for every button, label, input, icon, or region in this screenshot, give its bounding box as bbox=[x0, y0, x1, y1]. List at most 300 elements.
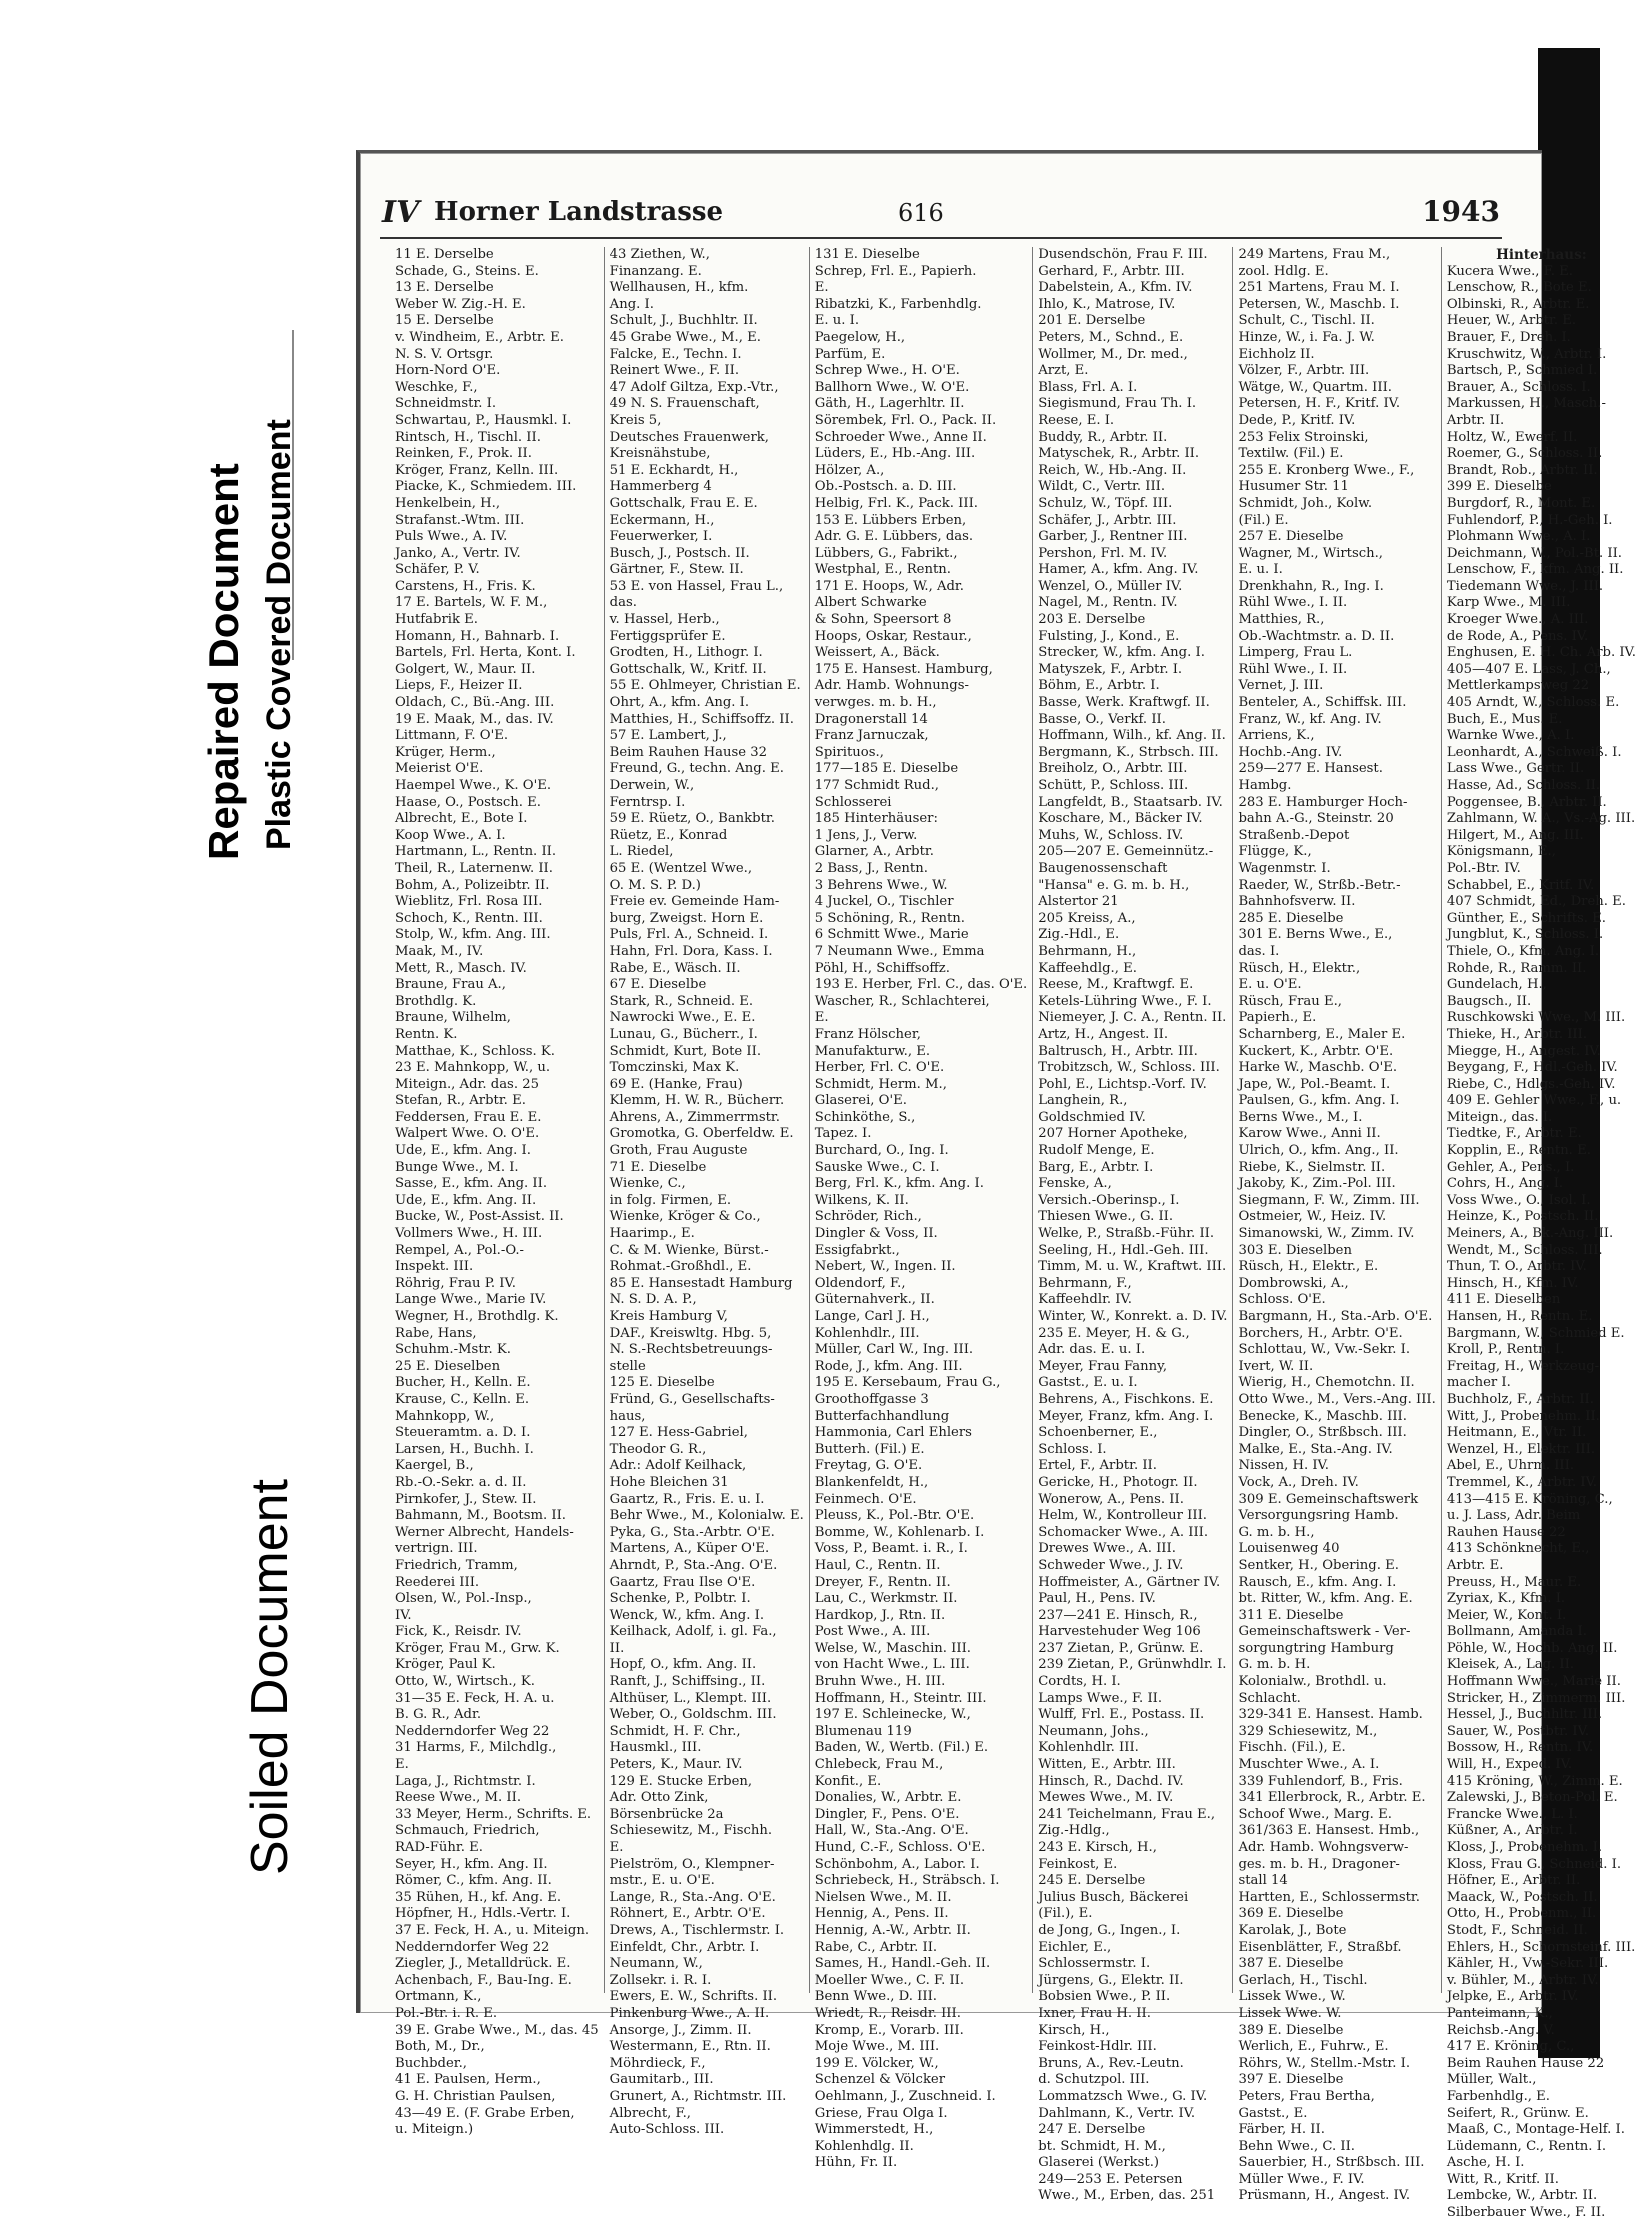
directory-entry: Bollmann, Amanda I. bbox=[1446, 1624, 1587, 1640]
directory-entry: Gaumitarb., III. bbox=[609, 2072, 714, 2088]
directory-entry: Ostmeier, W., Heiz. IV. bbox=[1238, 1209, 1387, 1225]
directory-entry: Fick, K., Reisdr. IV. bbox=[395, 1624, 522, 1640]
directory-entry: 17 E. Bartels, W. F. M., bbox=[395, 595, 548, 611]
directory-entry: Schenzel & Völcker bbox=[814, 2072, 946, 2088]
directory-entry: Berns Wwe., M., I. bbox=[1238, 1109, 1363, 1125]
directory-entry: Matyszek, F., Arbtr. I. bbox=[1038, 661, 1183, 677]
directory-entry: Farbenhdlg., E. bbox=[1446, 2088, 1550, 2104]
directory-entry: 417 E. Kröning, C., bbox=[1446, 2039, 1575, 2055]
directory-entry: 129 E. Stucke Erben, bbox=[609, 1773, 753, 1789]
directory-entry: Seyer, H., kfm. Ang. II. bbox=[395, 1856, 548, 1872]
directory-entry: Papierh., E. bbox=[1238, 1010, 1317, 1026]
directory-entry: Groth, Frau Auguste bbox=[609, 1143, 748, 1159]
directory-entry: 203 E. Derselbe bbox=[1038, 612, 1146, 628]
directory-entry: Fulsting, J., Kond., E. bbox=[1038, 628, 1180, 644]
directory-entry: 13 E. Derselbe bbox=[395, 280, 494, 296]
directory-entry: Lembcke, W., Arbtr. II. bbox=[1446, 2188, 1598, 2204]
directory-entry: Herber, Frl. C. O'E. bbox=[814, 1060, 945, 1076]
directory-entry: Deutsches Frauenwerk, bbox=[609, 429, 769, 445]
directory-entry: Thiesen Wwe., G. II. bbox=[1038, 1209, 1174, 1225]
directory-entry: Mewes Wwe., M. IV. bbox=[1038, 1790, 1174, 1806]
directory-entry: DAF., Kreiswltg. Hbg. 5, bbox=[609, 1325, 772, 1341]
directory-entry: Trobitzsch, W., Schloss. III. bbox=[1038, 1060, 1220, 1076]
directory-entry: Bucke, W., Post-Assist. II. bbox=[395, 1209, 564, 1225]
directory-entry: Konfit., E. bbox=[814, 1773, 882, 1789]
directory-entry: Parfüm, E. bbox=[814, 346, 886, 362]
directory-entry: Freie ev. Gemeinde Ham- bbox=[609, 894, 780, 910]
directory-entry: Schmauch, Friedrich, bbox=[395, 1823, 540, 1839]
directory-entry: 125 E. Dieselbe bbox=[609, 1375, 715, 1391]
directory-entry: Petersen, H. F., Kritf. IV. bbox=[1238, 396, 1401, 412]
directory-entry: haus, bbox=[609, 1408, 646, 1424]
directory-entry: Behrmann, H., bbox=[1038, 943, 1137, 959]
directory-columns bbox=[390, 247, 1636, 2221]
directory-entry: Hammerberg 4 bbox=[609, 479, 712, 495]
directory-entry: 41 E. Paulsen, Herm., bbox=[395, 2072, 541, 2088]
directory-entry: 33 Meyer, Herm., Schrifts. E. bbox=[395, 1806, 592, 1822]
directory-entry: 4 Juckel, O., Tischler bbox=[814, 894, 954, 910]
directory-entry: Pöhl, H., Schiffsoffz. bbox=[814, 960, 950, 976]
directory-entry: Schult, J., Buchhltr. II. bbox=[609, 313, 758, 329]
soiled-document-label: Soiled Document bbox=[241, 1479, 299, 1875]
directory-entry: 309 E. Gemeinschaftswerk bbox=[1238, 1491, 1419, 1507]
directory-entry: Brauer, A., Schloss. I. bbox=[1446, 379, 1591, 395]
directory-entry: Beim Rauhen Hause 32 bbox=[609, 744, 768, 760]
directory-entry: Hinze, W., i. Fa. J. W. bbox=[1238, 329, 1375, 345]
directory-entry: Bomme, W., Kohlenarb. I. bbox=[814, 1524, 985, 1540]
directory-entry: Krause, C., Kelln. E. bbox=[395, 1391, 530, 1407]
directory-entry: Sentker, H., Obering. E. bbox=[1238, 1557, 1399, 1573]
directory-entry: 329 Schiesewitz, M., bbox=[1238, 1723, 1378, 1739]
directory-entry: Hall, W., Sta.-Ang. O'E. bbox=[814, 1823, 969, 1839]
directory-entry: Gäth, H., Lagerhltr. II. bbox=[814, 396, 965, 412]
directory-entry: Börsenbrücke 2a bbox=[609, 1806, 724, 1822]
directory-entry: Schütt, P., Schloss. III. bbox=[1038, 778, 1189, 793]
directory-entry: Rode, J., kfm. Ang. III. bbox=[814, 1358, 963, 1374]
directory-entry: Nedderndorfer Weg 22 bbox=[395, 1723, 550, 1739]
directory-entry: Ansorge, J., Zimm. II. bbox=[609, 2022, 752, 2038]
directory-entry: Bargmann, W., Schmied E. bbox=[1446, 1325, 1625, 1341]
directory-entry: Rohmat.-Großhdl., E. bbox=[609, 1259, 752, 1275]
directory-entry: Karolak, J., Bote bbox=[1238, 1922, 1347, 1938]
directory-entry: Leonhardt, A., Schweiß. I. bbox=[1446, 744, 1622, 760]
directory-entry: Weissert, A., Bäck. bbox=[814, 645, 940, 661]
directory-entry: Weber, O., Goldschm. III. bbox=[609, 1707, 777, 1723]
directory-entry: Ahrndt, P., Sta.-Ang. O'E. bbox=[609, 1557, 778, 1573]
directory-entry: Feddersen, Frau E. E. bbox=[395, 1109, 542, 1125]
directory-entry: 177—185 E. Dieselbe bbox=[814, 761, 959, 777]
directory-entry: de Jong, G., Ingen., I. bbox=[1038, 1922, 1181, 1938]
directory-entry: 249 Martens, Frau M., bbox=[1238, 247, 1391, 262]
directory-entry: Kroll, P., Rentn. I. bbox=[1446, 1342, 1565, 1358]
directory-entry: Lübbers, G., Fabrikt., bbox=[814, 545, 958, 561]
directory-entry: Karp Wwe., M. III. bbox=[1446, 595, 1571, 611]
directory-entry: Schrep Wwe., H. O'E. bbox=[814, 363, 960, 379]
directory-entry: Wienke, C., bbox=[609, 1176, 686, 1192]
document-condition-labels bbox=[150, 330, 340, 1880]
directory-entry: Fertiggsprüfer E. bbox=[609, 628, 726, 644]
directory-entry: 6 Schmitt Wwe., Marie bbox=[814, 927, 969, 943]
directory-entry: Miegge, H., Angest. IV. bbox=[1446, 1043, 1601, 1059]
directory-entry: Bobsien Wwe., P. II. bbox=[1038, 1989, 1171, 2005]
directory-entry: Ivert, W. II. bbox=[1238, 1358, 1314, 1374]
directory-entry: Behrens, A., Fischkons. E. bbox=[1038, 1391, 1214, 1407]
directory-entry: Heinze, K., Postsch. II. bbox=[1446, 1209, 1599, 1225]
directory-entry: 31 Harms, F., Milchdlg., bbox=[395, 1740, 557, 1756]
directory-entry: Sauer, W., Postbtr. IV. bbox=[1446, 1723, 1590, 1739]
directory-entry: Röhrs, W., Stellm.-Mstr. I. bbox=[1238, 2055, 1411, 2071]
directory-entry: Sasse, E., kfm. Ang. II. bbox=[395, 1176, 548, 1192]
directory-entry: Peters, M., Schnd., E. bbox=[1038, 329, 1184, 345]
directory-entry: Chlebeck, Frau M., bbox=[814, 1757, 944, 1773]
directory-entry: 283 E. Hamburger Hoch- bbox=[1238, 794, 1408, 810]
directory-entry: Witt, J., Probenehm. II. bbox=[1446, 1408, 1600, 1424]
directory-entry: Mahnkopp, W., bbox=[395, 1408, 495, 1424]
directory-entry: 339 Fuhlendorf, B., Fris. bbox=[1238, 1773, 1403, 1789]
directory-entry: Kolonialw., Brothdl. u. bbox=[1238, 1674, 1387, 1690]
directory-entry: Wagner, M., Wirtsch., bbox=[1238, 545, 1383, 561]
directory-entry: Harke W., Maschb. O'E. bbox=[1238, 1060, 1398, 1076]
directory-entry: Zig.-Hdlg., bbox=[1038, 1823, 1110, 1839]
directory-entry: Lissek Wwe., W. bbox=[1238, 1989, 1346, 2005]
directory-entry: Färber, H. II. bbox=[1238, 2122, 1325, 2138]
directory-entry: Pinkenburg Wwe., A. II. bbox=[609, 2005, 770, 2021]
directory-entry: Buddy, R., Arbtr. II. bbox=[1038, 429, 1168, 445]
directory-entry: Freytag, G. O'E. bbox=[814, 1458, 923, 1474]
directory-entry: Schomacker Wwe., A. III. bbox=[1038, 1524, 1209, 1540]
directory-entry: Höpfner, H., Hdls.-Vertr. I. bbox=[395, 1906, 571, 1922]
directory-entry: Essigfabrkt., bbox=[814, 1242, 900, 1258]
directory-entry: C. & M. Wienke, Bürst.- bbox=[609, 1242, 769, 1258]
directory-entry: 387 E. Dieselbe bbox=[1238, 1956, 1344, 1972]
directory-entry: 51 E. Eckhardt, H., bbox=[609, 462, 739, 478]
directory-entry: Schäfer, P. V. bbox=[395, 562, 480, 578]
directory-entry: Schiesewitz, M., Fischh. bbox=[609, 1823, 773, 1839]
directory-entry: Cordts, H. I. bbox=[1038, 1674, 1121, 1690]
directory-entry: Braune, Wilhelm, bbox=[395, 1010, 512, 1026]
directory-entry: Kähler, H., Vw.-Sekr. III. bbox=[1446, 1956, 1609, 1972]
directory-entry: Pöhle, W., Hochb. Ang. II. bbox=[1446, 1640, 1618, 1656]
directory-entry: Breiholz, O., Arbtr. III. bbox=[1038, 761, 1188, 777]
directory-entry: Maack, W., Postsch. II. bbox=[1446, 1889, 1598, 1905]
directory-entry: Pirnkofer, J., Stew. II. bbox=[395, 1491, 537, 1507]
directory-entry: Matthae, K., Schloss. K. bbox=[395, 1043, 555, 1059]
directory-entry: Paegelow, H., bbox=[814, 329, 906, 345]
directory-entry: Schneidmstr. I. bbox=[395, 396, 497, 412]
directory-entry: Carstens, H., Fris. K. bbox=[395, 578, 536, 594]
directory-entry: Gerhard, F., Arbtr. III. bbox=[1038, 263, 1185, 279]
directory-entry: Gärtner, F., Stew. II. bbox=[609, 562, 744, 578]
directory-entry: verwges. m. b. H., bbox=[814, 695, 937, 711]
directory-entry: O. M. S. P. D.) bbox=[609, 877, 701, 893]
directory-entry: 415 Kröning, W., Zimm. E. bbox=[1446, 1773, 1623, 1789]
directory-entry: Basse, Werk. Kraftwgf. II. bbox=[1038, 695, 1210, 711]
directory-entry: Oldendorf, F., bbox=[814, 1275, 906, 1291]
directory-entry: Feinkost-Hdlr. III. bbox=[1038, 2039, 1157, 2055]
directory-entry: Behr Wwe., M., Kolonialw. E. bbox=[609, 1508, 804, 1524]
directory-entry: Both, M., Dr., bbox=[395, 2039, 485, 2055]
directory-entry: Einfeldt, Chr., Arbtr. I. bbox=[609, 1939, 760, 1955]
directory-entry: Arbtr. E. bbox=[1446, 1557, 1504, 1573]
directory-entry: Miteign., Adr. das. 25 bbox=[395, 1076, 539, 1092]
directory-entry: Lissek Wwe. W. bbox=[1238, 2005, 1342, 2021]
directory-entry: Will, H., Exped. IV. bbox=[1446, 1757, 1573, 1773]
directory-entry: Preuss, H., Maur. E. bbox=[1446, 1574, 1582, 1590]
directory-entry: Thun, T. O., Arbtr. IV. bbox=[1446, 1259, 1587, 1275]
directory-entry: v. Hassel, Herb., bbox=[609, 612, 720, 628]
directory-entry: Dombrowski, A., bbox=[1238, 1275, 1349, 1291]
directory-entry: E. bbox=[609, 1840, 624, 1855]
directory-entry: Dreyer, F., Rentn. II. bbox=[814, 1574, 951, 1590]
directory-entry: 23 E. Mahnkopp, W., u. bbox=[395, 1060, 551, 1076]
directory-entry: Ehlers, H., Schornsteinf. III. bbox=[1446, 1939, 1636, 1955]
directory-year: 1943 bbox=[1422, 195, 1500, 228]
directory-entry: Dingler & Voss, II. bbox=[814, 1226, 938, 1242]
directory-entry: 405 Arndt, W., Schloss. E. bbox=[1446, 695, 1620, 711]
directory-entry: 285 E. Dieselbe bbox=[1238, 910, 1344, 926]
directory-entry: Janko, A., Vertr. IV. bbox=[395, 545, 521, 561]
directory-entry: 71 E. Dieselbe bbox=[609, 1159, 707, 1175]
directory-entry: Müller, Walt., bbox=[1446, 2072, 1537, 2088]
directory-entry: Siegismund, Frau Th. I. bbox=[1038, 396, 1197, 412]
directory-entry: Schoenberner, E., bbox=[1038, 1425, 1158, 1441]
directory-entry: "Hansa" e. G. m. b. H., bbox=[1038, 877, 1190, 893]
directory-entry: Lamps Wwe., F. II. bbox=[1038, 1690, 1163, 1706]
directory-entry: Kaffeehdlr. IV. bbox=[1038, 1292, 1132, 1308]
directory-entry: Vock, A., Dreh. IV. bbox=[1238, 1474, 1359, 1490]
directory-entry: Poggensee, B., Arbtr. II. bbox=[1446, 794, 1607, 810]
directory-entry: Benn Wwe., D. III. bbox=[814, 1989, 937, 2005]
directory-entry: 55 E. Ohlmeyer, Christian E. bbox=[609, 678, 801, 694]
directory-entry: Neumann, Johs., bbox=[1038, 1723, 1149, 1739]
directory-entry: Eisenblätter, F., Straßbf. bbox=[1238, 1939, 1402, 1955]
directory-entry: 251 Martens, Frau M. I. bbox=[1238, 280, 1400, 296]
directory-entry: 413 Schönknecht, E., bbox=[1446, 1541, 1590, 1557]
directory-entry: Reinert Wwe., F. II. bbox=[609, 363, 740, 379]
directory-entry: Wwe., M., Erben, das. 251 bbox=[1038, 2188, 1216, 2204]
directory-entry: Rohde, R., Ramm. II. bbox=[1446, 960, 1587, 976]
directory-entry: Nissen, H. IV. bbox=[1238, 1458, 1329, 1474]
directory-entry: Franz Jarnuczak, bbox=[814, 728, 929, 744]
directory-entry: Wenzel, H., Elektr. III. bbox=[1446, 1441, 1596, 1457]
directory-entry: Ortmann, K., bbox=[395, 1989, 482, 2005]
directory-entry: Hasse, Ad., Schloss. II. bbox=[1446, 778, 1601, 793]
directory-entry: Reichsb.-Ang. V. bbox=[1446, 2022, 1555, 2038]
directory-entry: das. bbox=[609, 595, 637, 611]
directory-entry: Brandt, Rob., Arbtr. II. bbox=[1446, 462, 1598, 478]
directory-entry: Adr. das. E. u. I. bbox=[1038, 1342, 1146, 1358]
directory-entry: Kohlenhdlg. II. bbox=[814, 2138, 914, 2154]
directory-entry: Bruns, A., Rev.-Leutn. bbox=[1038, 2055, 1184, 2071]
directory-entry: 195 E. Kersebaum, Frau G., bbox=[814, 1375, 1001, 1391]
directory-entry: Buchholz, F., Arbtr. II. bbox=[1446, 1391, 1594, 1407]
directory-entry: Rüsch, Frau E., bbox=[1238, 993, 1342, 1009]
directory-entry: Bohm, A., Polizeibtr. II. bbox=[395, 877, 550, 893]
directory-entry: Otto, H., Probenm., II. bbox=[1446, 1906, 1597, 1922]
directory-entry: Gottschalk, W., Kritf. II. bbox=[609, 661, 767, 677]
directory-entry: u. Miteign.) bbox=[395, 2122, 474, 2138]
directory-entry: Strafanst.-Wtm. III. bbox=[395, 512, 525, 528]
directory-entry: burg, Zweigst. Horn E. bbox=[609, 910, 764, 926]
directory-entry: vertrign. III. bbox=[395, 1541, 478, 1557]
directory-entry: Theodor G. R., bbox=[609, 1441, 707, 1457]
directory-entry: Wendt, M., Schloss. III. bbox=[1446, 1242, 1603, 1258]
directory-entry: Wellhausen, H., kfm. bbox=[609, 280, 749, 296]
plastic-covered-document-label: Plastic Covered Document bbox=[260, 419, 298, 850]
directory-entry: Ewers, E. W., Schrifts. II. bbox=[609, 1989, 778, 2005]
directory-entry: 25 E. Dieselben bbox=[395, 1358, 501, 1374]
directory-entry: Hochb.-Ang. IV. bbox=[1238, 744, 1343, 760]
directory-entry: Busch, J., Postsch. II. bbox=[609, 545, 750, 561]
directory-entry: Gehler, A., Pens., I. bbox=[1446, 1159, 1575, 1175]
directory-entry: Reederei III. bbox=[395, 1574, 480, 1590]
directory-entry: Wollmer, M., Dr. med., bbox=[1038, 346, 1188, 362]
directory-entry: Meyer, Frau Fanny, bbox=[1038, 1358, 1168, 1374]
directory-entry: Rintsch, H., Tischl. II. bbox=[395, 429, 541, 445]
directory-entry: Larsen, H., Buchh. I. bbox=[395, 1441, 534, 1457]
directory-entry: Hammonia, Carl Ehlers bbox=[814, 1425, 972, 1441]
directory-entry: Blumenau 119 bbox=[814, 1723, 912, 1739]
directory-entry: Hinterhaus: bbox=[1496, 247, 1587, 263]
directory-entry: Raeder, W., Strßb.-Betr.- bbox=[1238, 877, 1401, 893]
directory-entry: Winter, W., Konrekt. a. D. IV. bbox=[1038, 1309, 1228, 1324]
directory-entry: 255 E. Kronberg Wwe., F., bbox=[1238, 462, 1415, 478]
directory-column-6 bbox=[1442, 247, 1641, 2221]
directory-entry: 397 E. Dieselbe bbox=[1238, 2072, 1344, 2088]
directory-entry: 301 E. Berns Wwe., E., bbox=[1238, 927, 1393, 943]
directory-entry: Fuhlendorf, P., H.-Geh. I. bbox=[1446, 512, 1613, 528]
directory-entry: Rühl Wwe., I. II. bbox=[1238, 595, 1348, 611]
directory-column-3 bbox=[810, 247, 1033, 2171]
directory-entry: Henkelbein, H., bbox=[395, 495, 501, 511]
directory-entry: v. Bühler, M., Arbtr. IV. bbox=[1446, 1972, 1599, 1988]
directory-column-4 bbox=[1033, 247, 1233, 2204]
directory-entry: Schenke, P., Polbtr. I. bbox=[609, 1591, 751, 1607]
directory-entry: 69 E. (Hanke, Frau) bbox=[609, 1076, 743, 1092]
directory-entry: Butterfachhandlung bbox=[814, 1408, 950, 1424]
directory-entry: Arriens, K., bbox=[1238, 728, 1315, 744]
directory-entry: Kruschwitz, W., Arbtr. I. bbox=[1446, 346, 1607, 362]
directory-entry: Butterh. (Fil.) E. bbox=[814, 1441, 925, 1457]
directory-entry: 235 E. Meyer, H. & G., bbox=[1038, 1325, 1190, 1341]
directory-entry: 7 Neumann Wwe., Emma bbox=[814, 943, 985, 959]
directory-entry: Drewes Wwe., A. III. bbox=[1038, 1541, 1176, 1557]
directory-entry: Schade, G., Steins. E. bbox=[395, 263, 539, 279]
directory-entry: Tremmel, K., Arbtr. IV. bbox=[1446, 1474, 1597, 1490]
directory-entry: Wonerow, A., Pens. II. bbox=[1038, 1491, 1184, 1507]
directory-entry: Schloss. O'E. bbox=[1238, 1292, 1326, 1308]
directory-entry: Karow Wwe., Anni II. bbox=[1238, 1126, 1381, 1142]
directory-entry: Seeling, H., Hdl.-Geh. III. bbox=[1038, 1242, 1209, 1258]
directory-entry: Ulrich, O., kfm. Ang., II. bbox=[1238, 1143, 1399, 1159]
directory-entry: Neumann, W., bbox=[609, 1956, 703, 1972]
directory-entry: N. S. D. A. P., bbox=[609, 1292, 697, 1308]
directory-entry: Eichholz II. bbox=[1238, 346, 1315, 362]
directory-entry: Rüsch, H., Elektr., E. bbox=[1238, 1259, 1379, 1275]
directory-entry: Hennig, A.-W., Arbtr. II. bbox=[814, 1922, 971, 1938]
directory-entry: 413—415 E. Kröning, C., bbox=[1446, 1491, 1613, 1507]
directory-entry: Kröger, Paul K. bbox=[395, 1657, 496, 1673]
directory-entry: Berg, Frl. K., kfm. Ang. I. bbox=[814, 1176, 984, 1192]
directory-entry: Jungblut, K., Schloss. I. bbox=[1446, 927, 1604, 943]
directory-entry: Hessel, J., Buchhltr. III. bbox=[1446, 1707, 1603, 1723]
directory-entry: Welse, W., Maschin. III. bbox=[814, 1640, 971, 1656]
directory-entry: Witten, E., Arbtr. III. bbox=[1038, 1757, 1176, 1773]
directory-entry: 31—35 E. Feck, H. A. u. bbox=[395, 1690, 555, 1706]
directory-entry: Rühl Wwe., I. II. bbox=[1238, 661, 1348, 677]
directory-entry: Meyer, Franz, kfm. Ang. I. bbox=[1038, 1408, 1214, 1424]
directory-entry: E. u. I. bbox=[1238, 562, 1283, 578]
directory-entry: u. J. Lass, Adr. Beim bbox=[1446, 1508, 1581, 1524]
directory-entry: das. I. bbox=[1238, 943, 1280, 959]
directory-entry: Schult, C., Tischl. II. bbox=[1238, 313, 1375, 329]
directory-entry: Haase, O., Postsch. E. bbox=[395, 794, 541, 810]
directory-entry: Langhein, R., bbox=[1038, 1093, 1128, 1109]
directory-entry: Heitmann, E., Vtr. II. bbox=[1446, 1425, 1587, 1441]
directory-entry: Artz, H., Angest. II. bbox=[1038, 1026, 1169, 1042]
directory-entry: Wienke, Kröger & Co., bbox=[609, 1209, 761, 1225]
directory-entry: Walpert Wwe. O. O'E. bbox=[395, 1126, 540, 1142]
directory-entry: Sauske Wwe., C. I. bbox=[814, 1159, 940, 1175]
directory-entry: Wilkens, K. II. bbox=[814, 1192, 909, 1208]
directory-entry: Gromotka, G. Oberfeldw. E. bbox=[609, 1126, 794, 1142]
directory-entry: Welke, P., Straßb.-Führ. II. bbox=[1038, 1226, 1215, 1242]
directory-entry: Kloss, Frau G., Schneid. I. bbox=[1446, 1856, 1622, 1872]
directory-entry: 85 E. Hansestadt Hamburg bbox=[609, 1275, 793, 1291]
directory-entry: N. S. V. Ortsgr. bbox=[395, 346, 494, 362]
directory-entry: 205 Kreiss, A., bbox=[1038, 910, 1136, 926]
directory-entry: Homann, H., Bahnarb. I. bbox=[395, 628, 560, 644]
directory-entry: Ob.-Wachtmstr. a. D. II. bbox=[1238, 628, 1395, 644]
directory-entry: Mettlerkampsweg 22 bbox=[1446, 678, 1590, 694]
directory-entry: Ixner, Frau H. II. bbox=[1038, 2005, 1151, 2021]
directory-entry: 411 E. Dieselben bbox=[1446, 1292, 1561, 1308]
directory-entry: mstr., E. u. O'E. bbox=[609, 1873, 715, 1889]
directory-entry: 3 Behrens Wwe., W. bbox=[814, 877, 948, 893]
directory-entry: Reich, W., Hb.-Ang. II. bbox=[1038, 462, 1187, 478]
directory-entry: Wätge, W., Quartm. III. bbox=[1238, 379, 1392, 395]
directory-entry: Völzer, F., Arbtr. III. bbox=[1238, 363, 1370, 379]
directory-entry: Ballhorn Wwe., W. O'E. bbox=[814, 379, 970, 395]
directory-entry: Kleisek, A., Lag. II. bbox=[1446, 1657, 1575, 1673]
directory-entry: Fründ, G., Gesellschafts- bbox=[609, 1391, 775, 1407]
directory-entry: Eichler, E., bbox=[1038, 1939, 1112, 1955]
directory-entry: v. Windheim, E., Arbtr. E. bbox=[395, 329, 564, 345]
directory-entry: Niemeyer, J. C. A., Rentn. II. bbox=[1038, 1010, 1227, 1026]
directory-entry: 43 Ziethen, W., bbox=[609, 247, 710, 262]
directory-entry: Tomczinski, Max K. bbox=[609, 1060, 740, 1076]
directory-entry: Werner Albrecht, Handels- bbox=[395, 1524, 574, 1540]
directory-entry: Beygang, F., Hdl.-Geh. IV. bbox=[1446, 1060, 1618, 1076]
directory-entry: 57 E. Lambert, J., bbox=[609, 728, 727, 744]
directory-entry: Schmidt, Herm. M., bbox=[814, 1076, 947, 1092]
directory-entry: Kloss, J., Probenehm. I. bbox=[1446, 1840, 1603, 1855]
directory-entry: 241 Teichelmann, Frau E., bbox=[1038, 1806, 1216, 1822]
directory-entry: Schmidt, H. F. Chr., bbox=[609, 1723, 741, 1739]
directory-entry: Nedderndorfer Weg 22 bbox=[395, 1939, 550, 1955]
directory-entry: Reinken, F., Prok. II. bbox=[395, 446, 532, 462]
directory-entry: Achenbach, F., Bau-Ing. E. bbox=[395, 1972, 572, 1988]
directory-entry: Böhm, E., Arbtr. I. bbox=[1038, 678, 1160, 694]
directory-entry: Möhrdieck, F., bbox=[609, 2055, 706, 2071]
directory-entry: Lass Wwe., Gertr. II. bbox=[1446, 761, 1585, 777]
directory-entry: Feinmech. O'E. bbox=[814, 1491, 917, 1507]
directory-entry: Königsmann, E., bbox=[1446, 844, 1556, 860]
directory-entry: Louisenweg 40 bbox=[1238, 1541, 1340, 1557]
directory-entry: Rüetz, E., Konrad bbox=[609, 827, 728, 843]
directory-entry: Weber W. Zig.-H. E. bbox=[395, 296, 526, 312]
directory-entry: Hund, C.-F., Schloss. O'E. bbox=[814, 1840, 986, 1855]
